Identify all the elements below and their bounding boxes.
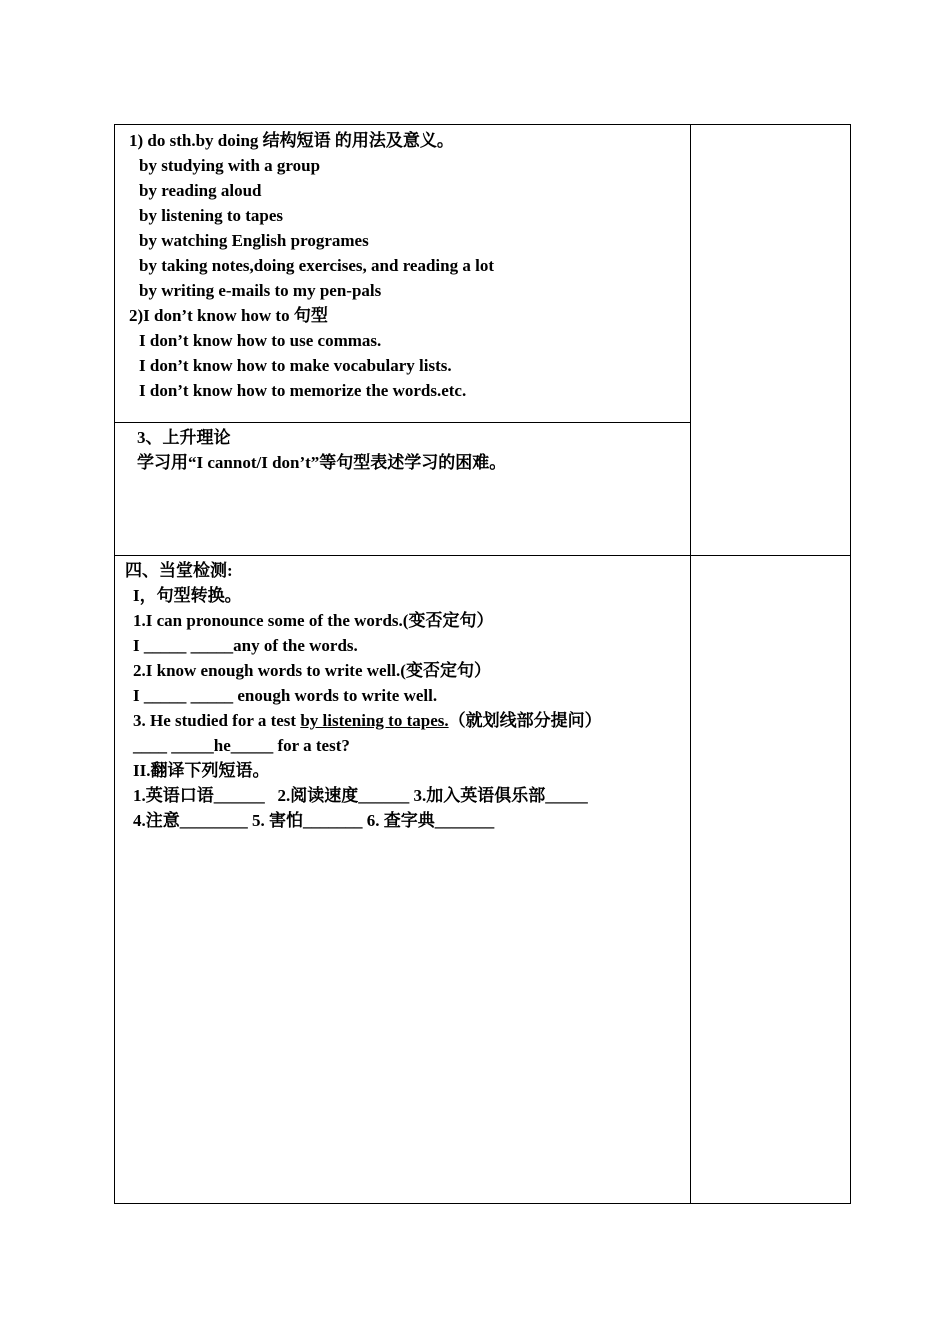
usage-line-8: 2)I don’t know how to 句型: [129, 306, 328, 325]
quiz-answer-2: I _____ _____ enough words to write well.: [133, 686, 438, 705]
usage-line-4: by listening to tapes: [139, 206, 284, 225]
table-row: [115, 125, 851, 556]
usage-line-1: 1) do sth.by doing 结构短语 的用法及意义。: [129, 131, 454, 150]
section-theory: [115, 423, 690, 554]
quiz-question-3-underlined: by listening to tapes.: [300, 711, 449, 730]
quiz-question-3-prefix: 3. He studied for a test: [133, 711, 301, 730]
side-cell-top: [691, 125, 851, 556]
usage-line-9: I don’t know how to use commas.: [139, 331, 382, 350]
section-quiz: [115, 556, 690, 833]
usage-line-10: I don’t know how to make vocabulary lists.: [139, 356, 452, 375]
usage-line-2: by studying with a group: [139, 156, 321, 175]
translate-row-2: 4.注意________ 5. 害怕_______ 6. 查字典_______: [133, 811, 495, 830]
main-cell-top: [115, 125, 691, 556]
theory-heading: 3、上升理论: [137, 428, 231, 447]
quiz-answer-1: I _____ _____any of the words.: [133, 636, 358, 655]
quiz-sub-translate: II.翻译下列短语。: [133, 761, 270, 780]
quiz-question-3: [125, 708, 690, 733]
usage-line-5: by watching English programes: [139, 231, 369, 250]
quiz-question-1: 1.I can pronounce some of the words.(变否定句）: [133, 611, 494, 630]
usage-line-7: by writing e-mails to my pen-pals: [139, 281, 382, 300]
quiz-question-2: 2.I know enough words to write well.(变否定句）: [133, 661, 491, 680]
main-cell-bottom: [115, 556, 691, 1204]
usage-line-6: by taking notes,doing exercises, and reading a lot: [139, 256, 494, 275]
section-usage-notes: [115, 125, 690, 422]
theory-line: 学习用“I cannot/I don’t”等句型表述学习的困难。: [137, 453, 507, 472]
side-cell-bottom: [691, 556, 851, 1204]
quiz-question-3-suffix: （就划线部分提问）: [448, 711, 602, 730]
usage-line-11: I don’t know how to memorize the words.etc.: [139, 381, 467, 400]
table-row: [115, 556, 851, 1204]
worksheet-table: [114, 124, 851, 1204]
quiz-answer-3: ____ _____he_____ for a test?: [133, 736, 350, 755]
quiz-sub-sentence-transform: I，句型转换。: [133, 586, 242, 605]
translate-row-1: 1.英语口语______ 2.阅读速度______ 3.加入英语俱乐部_____: [133, 786, 588, 805]
quiz-heading: 四、当堂检测:: [125, 561, 233, 580]
usage-line-3: by reading aloud: [139, 181, 262, 200]
